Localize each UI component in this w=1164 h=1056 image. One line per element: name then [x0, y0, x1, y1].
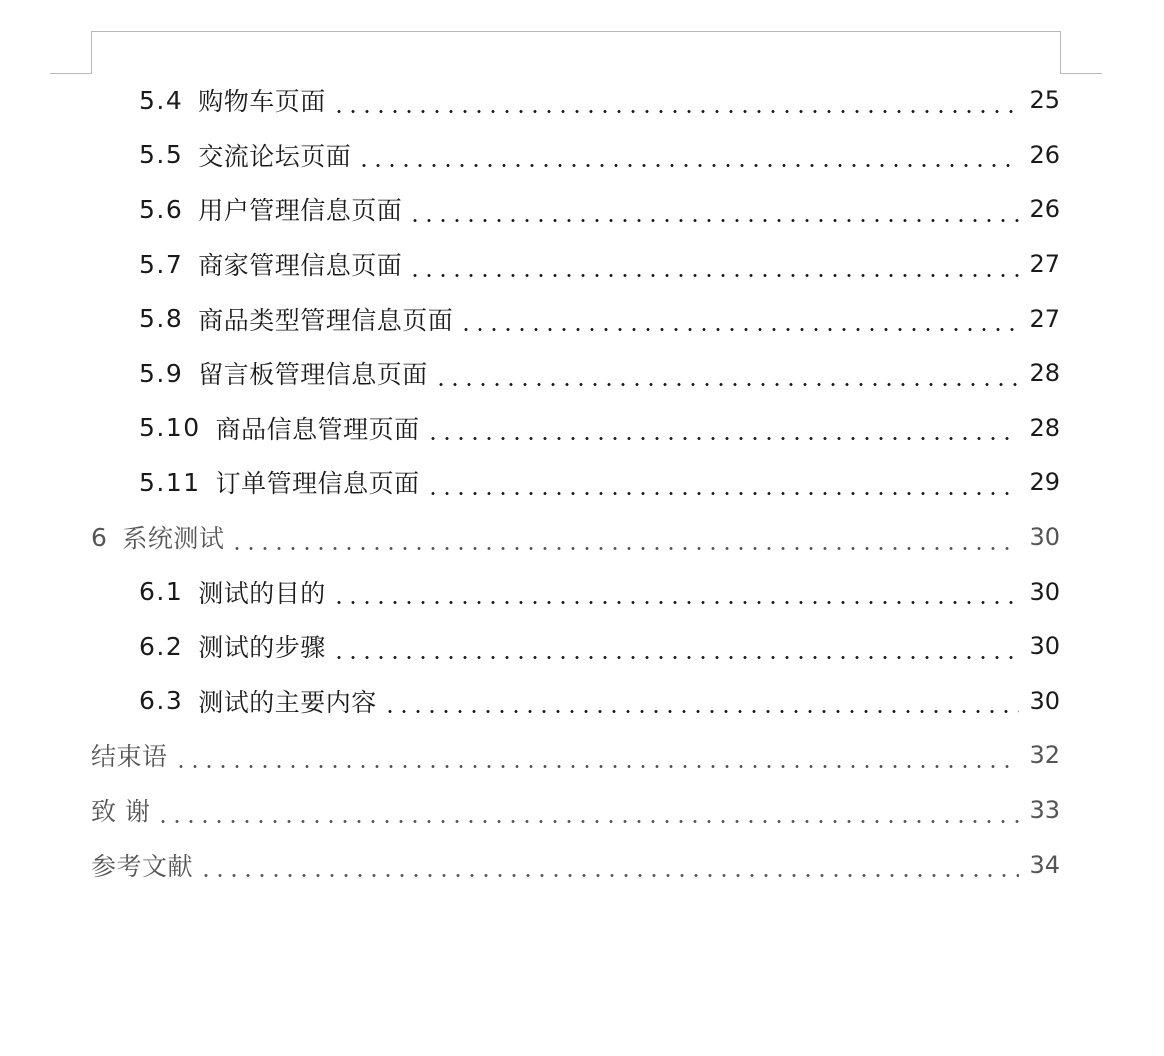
toc-entry[interactable] [0, 564, 1164, 619]
toc-entry[interactable] [0, 182, 1164, 237]
toc-entry-page-number: 33 [1029, 796, 1060, 825]
toc-entry-title: 系统测试 [122, 524, 225, 554]
dot-leader [156, 799, 1019, 824]
toc-entry-number: 5.10 [139, 413, 201, 443]
toc-entry-title: 参考文献 [91, 851, 194, 881]
toc-entry[interactable] [0, 455, 1164, 510]
dot-leader [383, 689, 1020, 714]
toc-entry-title: 用户管理信息页面 [198, 196, 403, 226]
toc-entry-number: 5.6 [139, 194, 184, 224]
toc-entry-title: 订单管理信息页面 [215, 469, 420, 499]
page-border-top [91, 31, 1061, 32]
toc-entry-number: 5.9 [139, 358, 184, 388]
toc-entry[interactable] [0, 73, 1164, 128]
toc-entry-title: 交流论坛页面 [198, 141, 352, 171]
dot-leader [332, 635, 1020, 660]
toc-entry-title: 致 谢 [91, 797, 151, 827]
toc-entry-title: 商家管理信息页面 [198, 251, 403, 281]
toc-entry[interactable] [0, 510, 1164, 565]
toc-entry-title: 商品信息管理页面 [215, 414, 420, 444]
dot-leader [459, 307, 1019, 332]
toc-entry-page-number: 30 [1029, 632, 1060, 661]
toc-entry-page-number: 26 [1029, 140, 1060, 169]
toc-entry-number: 5.5 [139, 140, 184, 170]
toc-entry-page-number: 30 [1029, 577, 1060, 606]
table-of-contents [0, 73, 1164, 892]
toc-entry-number: 5.11 [139, 467, 201, 497]
toc-entry-page-number: 30 [1029, 686, 1060, 715]
toc-entry[interactable] [0, 837, 1164, 892]
toc-entry-title: 结束语 [91, 742, 168, 772]
toc-entry-title: 测试的目的 [198, 578, 326, 608]
toc-entry-page-number: 30 [1029, 523, 1060, 552]
toc-entry-page-number: 27 [1029, 250, 1060, 279]
toc-entry[interactable] [0, 128, 1164, 183]
toc-entry-title: 测试的主要内容 [198, 687, 377, 717]
toc-entry[interactable] [0, 401, 1164, 456]
dot-leader [357, 143, 1019, 168]
corner-mark-left-vertical [91, 31, 92, 73]
toc-entry[interactable] [0, 674, 1164, 729]
dot-leader [332, 89, 1020, 114]
dot-leader [332, 580, 1020, 605]
toc-entry-number: 5.8 [139, 304, 184, 334]
dot-leader [426, 416, 1020, 441]
toc-entry-page-number: 28 [1029, 359, 1060, 388]
toc-entry[interactable] [0, 291, 1164, 346]
toc-entry-page-number: 32 [1029, 741, 1060, 770]
toc-entry-page-number: 29 [1029, 468, 1060, 497]
dot-leader [408, 253, 1019, 278]
toc-entry-number: 5.7 [139, 249, 184, 279]
toc-entry-page-number: 25 [1029, 86, 1060, 115]
toc-entry[interactable] [0, 783, 1164, 838]
toc-entry-title: 购物车页面 [198, 87, 326, 117]
dot-leader [174, 744, 1020, 769]
toc-entry-title: 测试的步骤 [198, 633, 326, 663]
dot-leader [426, 471, 1020, 496]
toc-entry-number: 6.2 [139, 631, 184, 661]
dot-leader [408, 198, 1019, 223]
toc-entry-number: 5.4 [139, 85, 184, 115]
toc-entry-page-number: 34 [1029, 850, 1060, 879]
toc-entry[interactable] [0, 619, 1164, 674]
toc-entry-page-number: 27 [1029, 304, 1060, 333]
corner-mark-right-vertical [1060, 31, 1061, 73]
toc-entry[interactable] [0, 237, 1164, 292]
toc-entry-page-number: 28 [1029, 413, 1060, 442]
toc-entry-title: 留言板管理信息页面 [198, 360, 428, 390]
toc-entry-number: 6.1 [139, 577, 184, 607]
toc-entry-number: 6.3 [139, 686, 184, 716]
toc-entry-page-number: 26 [1029, 195, 1060, 224]
toc-entry-title: 商品类型管理信息页面 [198, 305, 454, 335]
dot-leader [434, 362, 1020, 387]
dot-leader [199, 853, 1019, 878]
dot-leader [230, 526, 1019, 551]
toc-entry[interactable] [0, 346, 1164, 401]
toc-entry[interactable] [0, 728, 1164, 783]
toc-entry-number: 6 [91, 522, 109, 552]
